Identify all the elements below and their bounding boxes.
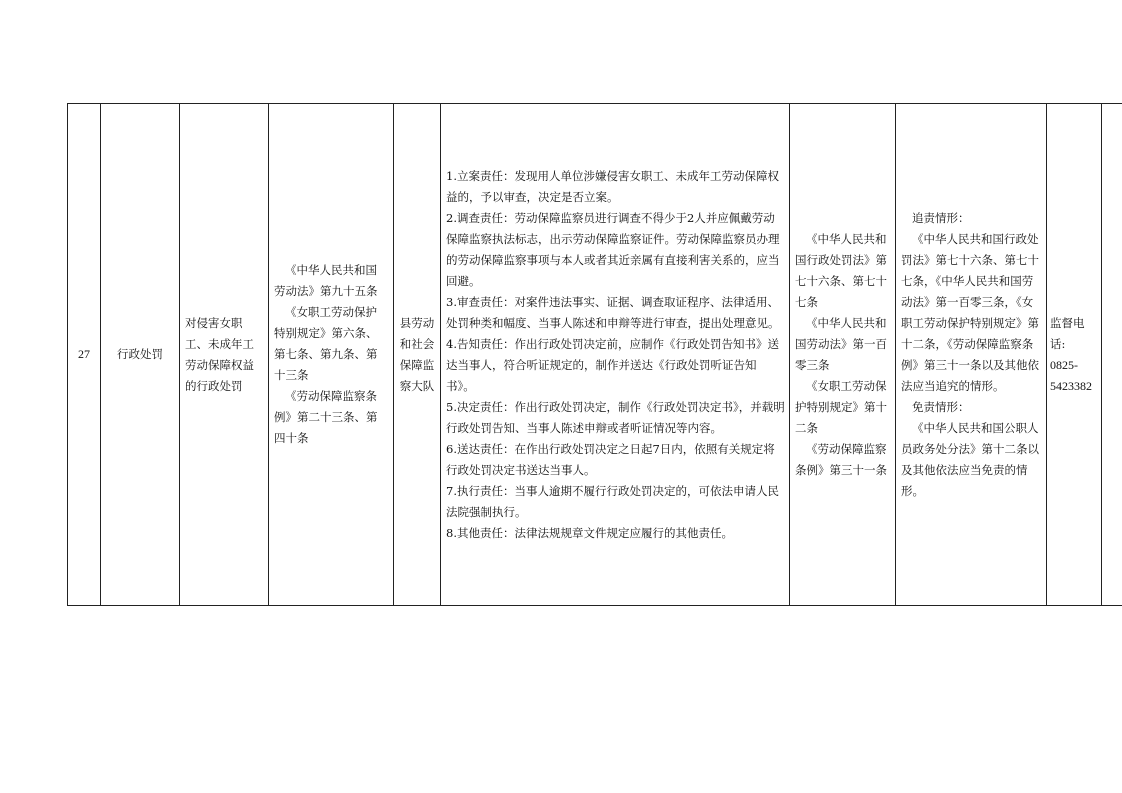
responsibility-item: 1.立案责任：发现用人单位涉嫌侵害女职工、未成年工劳动保障权益的，予以审查，决定是否立案。 [446, 168, 779, 204]
accountability-basis-item: 《中华人民共和国劳动法》第一百零三条 [795, 315, 887, 372]
power-name: 对侵害女职工、未成年工劳动保障权益的行政处罚 [185, 315, 254, 393]
table-row [68, 104, 1122, 606]
legal-basis-item: 《中华人民共和国劳动法》第九十五条 [274, 263, 378, 298]
responsibility-cell [441, 104, 790, 606]
responsibility-item: 2.调查责任：劳动保障监察员进行调查不得少于2人并应佩戴劳动保障监察执法标志，出示劳动保障监察证件。劳动保障监察员办理的劳动保障监察事项与本人或者其近亲属有直接利害关系的，应当回避。 [446, 210, 780, 288]
responsibility-item: 5.决定责任：作出行政处罚决定，制作《行政处罚决定书》，并载明行政处罚告知、当事人陈述申辩或者听证情况等内容。 [446, 399, 785, 435]
note-cell [1102, 104, 1122, 606]
accountability-basis-cell [790, 104, 896, 606]
responsibility-item: 6.送达责任：在作出行政处罚决定之日起7日内，依照有关规定将行政处罚决定书送达当事人。 [446, 441, 775, 477]
item-number-cell [68, 104, 101, 606]
accountable-cases-title: 追责情形： [912, 210, 970, 225]
legal-basis-item: 《女职工劳动保护特别规定》第六条、第七条、第九条、第十三条 [274, 305, 378, 382]
supervision-phone-prefix: 0825- [1050, 357, 1078, 372]
exempt-cases-text: 《中华人民共和国公职人员政务处分法》第十二条以及其他依法应当免责的情形。 [901, 420, 1039, 498]
accountability-basis-item: 《女职工劳动保护特别规定》第十二条 [795, 378, 887, 435]
responsibility-item: 8.其他责任：法律法规规章文件规定应履行的其他责任。 [446, 525, 733, 540]
power-name-cell [180, 104, 269, 606]
responsibility-item: 4.告知责任：作出行政处罚决定前，应制作《行政处罚告知书》送达当事人，符合听证规定的，制作并送达《行政处罚听证告知书》。 [446, 336, 779, 393]
supervision-label: 监督电话: [1050, 315, 1085, 351]
power-type: 行政处罚 [117, 347, 163, 361]
item-number: 27 [78, 347, 90, 361]
accountability-basis-item: 《劳动保障监察条例》第三十一条 [795, 441, 887, 477]
power-list-table [67, 103, 1122, 606]
legal-basis-cell [269, 104, 394, 606]
exempt-cases-title: 免责情形： [912, 399, 970, 414]
supervision-phone-number: 5423382 [1050, 378, 1092, 393]
accountability-basis-item: 《中华人民共和国行政处罚法》第七十六条、第七十七条 [795, 231, 887, 309]
department: 县劳动和社会保障监察大队 [399, 315, 435, 393]
responsibility-item: 7.执行责任：当事人逾期不履行行政处罚决定的，可依法申请人民法院强制执行。 [446, 483, 779, 519]
legal-basis-item: 《劳动保障监察条例》第二十三条、第四十条 [274, 389, 378, 445]
department-cell [394, 104, 441, 606]
cases-cell [896, 104, 1047, 606]
supervision-cell [1047, 104, 1102, 606]
responsibility-item: 3.审查责任：对案件违法事实、证据、调查取证程序、法律适用、处罚种类和幅度、当事人陈述和申辩等进行审查，提出处理意见。 [446, 294, 780, 330]
power-type-cell [101, 104, 180, 606]
accountable-cases-text: 《中华人民共和国行政处罚法》第七十六条、第七十七条，《中华人民共和国劳动法》第一百零三条，《女职工劳动保护特别规定》第十二条，《劳动保障监察条例》第三十一条以及其他依法应当追究的情形。 [901, 231, 1039, 393]
